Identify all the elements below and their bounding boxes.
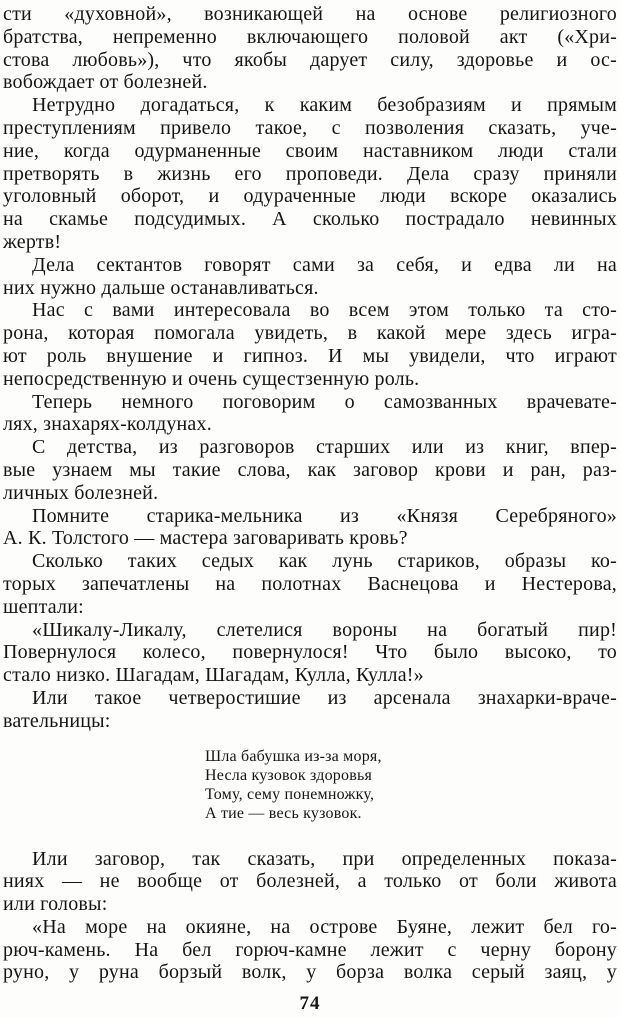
text-line: С детства, из разговоров старших или из книг, впер- (32, 436, 617, 459)
paragraph (3, 848, 617, 916)
text-line: Сколько таких седых как лунь стариков, образы ко- (32, 550, 617, 573)
text-line: рона, которая помогала увидеть, в какой мере здесь игра- (3, 322, 617, 345)
text-line: стова любовь»), что якобы дарует силу, здоровье и ос- (3, 48, 617, 71)
text-line: рюч-камень. На бел горюч-камне лежит с черну борону (3, 938, 617, 961)
text-line: Или такое четверостишие из арсенала знахарки-враче- (32, 686, 617, 709)
text-line: Нетрудно догадаться, к каким безобразиям и прямым (32, 94, 617, 117)
paragraph (3, 436, 617, 504)
text-line: Нас с вами интересовала во всем этом только та сто- (32, 299, 617, 322)
verse-block (205, 747, 617, 823)
text-line: вобождает от болезней. (3, 71, 208, 94)
text-line: ниях — не вообще от болезней, а только от боли живота (3, 870, 617, 893)
paragraph (3, 619, 617, 687)
text-line: преступлениям привело такое, с позволения сказать, уче- (3, 116, 617, 139)
text-line: Повернулося колесо, повернулося! Что было высоко, то (3, 641, 617, 664)
text-line: на скамье подсудимых. А сколько пострадало невинных (3, 208, 617, 231)
text-line: претворять в жизнь его проповеди. Дела сразу приняли (3, 162, 617, 185)
paragraph (3, 687, 617, 733)
text-line: личных болезней. (3, 481, 159, 504)
text-line: Теперь немного поговорим о самозванных врачевате- (32, 390, 617, 413)
text-line: руно, у руна борзый волк, у борза волка серый заяц, у (3, 961, 617, 984)
text-line: Дела сектантов говорят сами за себя, и едва ли на (32, 253, 617, 276)
text-line: шептали: (3, 595, 84, 618)
text-line: лях, знахарях-колдунах. (3, 413, 212, 436)
text-line: уголовный оборот, и одураченные люди вскоре оказались (3, 185, 617, 208)
text-line: вые узнаем мы такие слова, как заговор крови и ран, раз- (3, 458, 617, 481)
text-line: сти «духовной», возникающей на основе религиозного (3, 3, 617, 25)
paragraph (3, 550, 617, 618)
text-line: «Шикалу-Ликалу, слетелися вороны на богатый пир! (32, 618, 617, 641)
text-line: непосредственную и очень сущестзенную роль. (3, 367, 420, 390)
paragraph (3, 391, 617, 437)
verse-line: Несла кузовок здоровья (205, 766, 373, 784)
text-line: вательницы: (3, 709, 111, 732)
text-line: братства, непременно включающего половой акт («Хри- (3, 25, 617, 48)
text-line: ние, когда одурманенные своим наставником люди стали (3, 139, 617, 162)
paragraph (3, 299, 617, 390)
text-line: «На море на окияне, на острове Буяне, лежит бел го- (32, 915, 617, 938)
paragraph (3, 3, 617, 94)
text-line: стало низко. Шагадам, Шагадам, Кулла, Кулла!» (3, 664, 424, 687)
text-line: торых запечатлены на полотнах Васнецова и Нестерова, (3, 572, 617, 595)
paragraph (3, 254, 617, 300)
text-line: Или заговор, так сказать, при определенных показа- (32, 847, 617, 870)
text-line: ют роль внушение и гипноз. И мы увидели, что играют (3, 344, 617, 367)
verse-line: Шла бабушка из-за моря, (205, 747, 382, 765)
page-number: 74 (299, 993, 321, 1014)
text-line: А. К. Толстого — мастера заговаривать кровь? (3, 527, 408, 550)
paragraph (3, 94, 617, 254)
text-line: или головы: (3, 893, 108, 916)
paragraph (3, 505, 617, 551)
text-line: них нужно дальше останавливаться. (3, 276, 319, 299)
page-text (3, 3, 617, 984)
text-line: Помните старика-мельника из «Князя Серебряного» (32, 504, 617, 527)
paragraph (3, 916, 617, 984)
verse-line: А тие — весь кузовок. (205, 804, 362, 822)
text-line: жертв! (3, 230, 62, 253)
verse-line: Тому, сему понемножку, (205, 785, 375, 803)
